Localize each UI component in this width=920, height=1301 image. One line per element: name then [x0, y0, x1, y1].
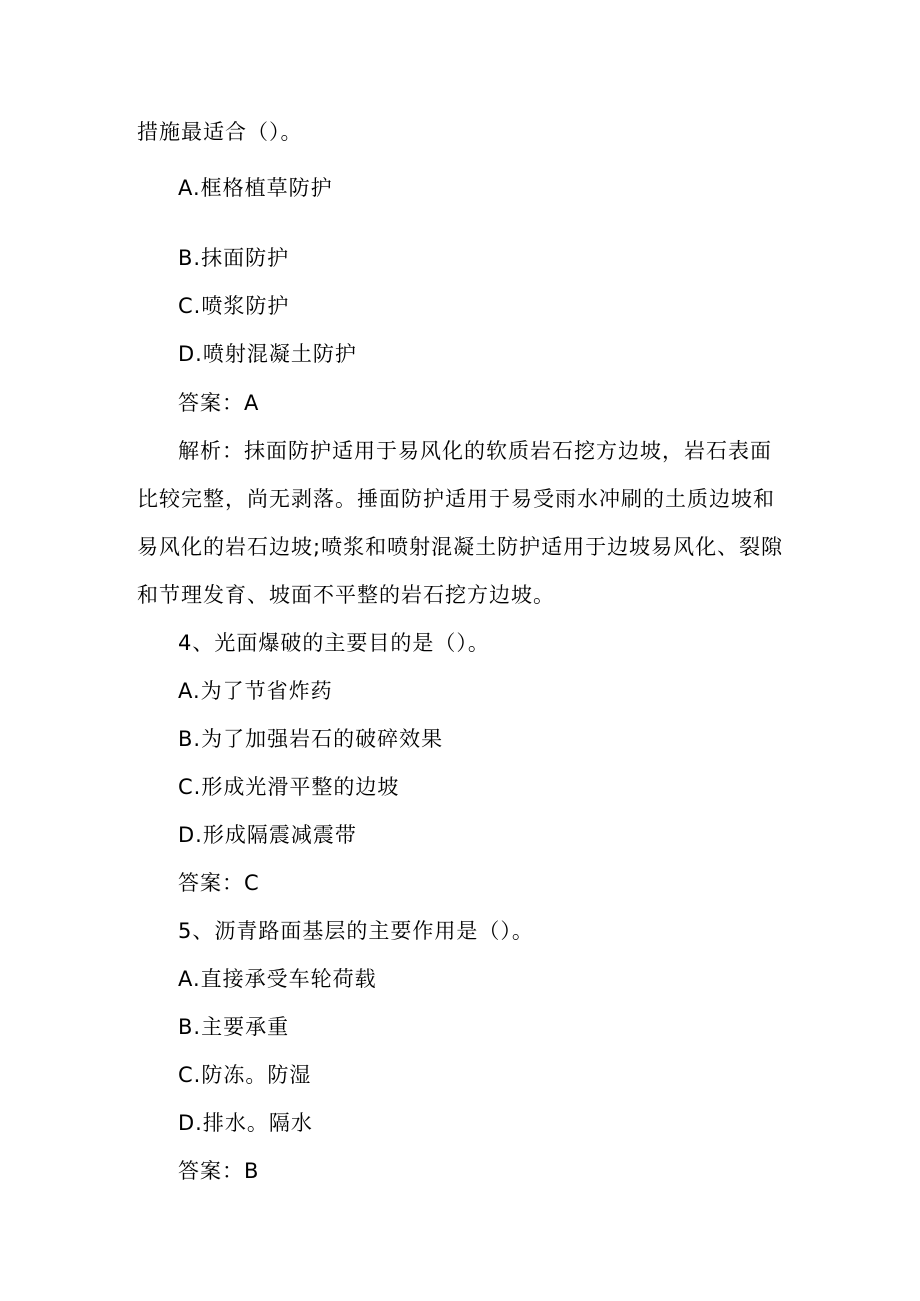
question-3-analysis-line-4: 和节理发育、坡面不平整的岩石挖方边坡。: [137, 583, 555, 607]
question-3-option-a: A.框格植草防护: [178, 176, 333, 200]
question-3-option-d: D.喷射混凝土防护: [178, 342, 357, 366]
question-3-analysis-line-2: 比较完整，尚无剥落。捶面防护适用于易受雨水冲刷的土质边坡和: [137, 487, 775, 511]
question-4-stem: 4、光面爆破的主要目的是（）。: [178, 631, 490, 655]
question-5-option-d: D.排水。隔水: [178, 1111, 313, 1135]
question-4-option-b: B.为了加强岩石的破碎效果: [178, 727, 444, 751]
question-4-option-d: D.形成隔震减震带: [178, 823, 357, 847]
question-4-option-c: C.形成光滑平整的边坡: [178, 775, 400, 799]
question-4-answer: 答案：C: [178, 871, 260, 895]
question-5-option-b: B.主要承重: [178, 1015, 290, 1039]
question-3-answer: 答案：A: [178, 391, 260, 415]
question-3-analysis-line-3: 易风化的岩石边坡;喷浆和喷射混凝土防护适用于边坡易风化、裂隙: [137, 535, 784, 559]
question-3-stem: 措施最适合（）。: [137, 120, 303, 144]
question-5-option-c: C.防冻。防湿: [178, 1063, 312, 1087]
question-5-stem: 5、沥青路面基层的主要作用是（）。: [178, 919, 534, 943]
question-5-option-a: A.直接承受车轮荷载: [178, 967, 377, 991]
question-3-option-c: C.喷浆防护: [178, 294, 290, 318]
question-4-option-a: A.为了节省炸药: [178, 679, 333, 703]
question-5-answer: 答案：B: [178, 1159, 260, 1183]
question-3-analysis-line-1: 解析：抹面防护适用于易风化的软质岩石挖方边坡，岩石表面: [178, 439, 772, 463]
question-3-option-b: B.抹面防护: [178, 246, 290, 270]
